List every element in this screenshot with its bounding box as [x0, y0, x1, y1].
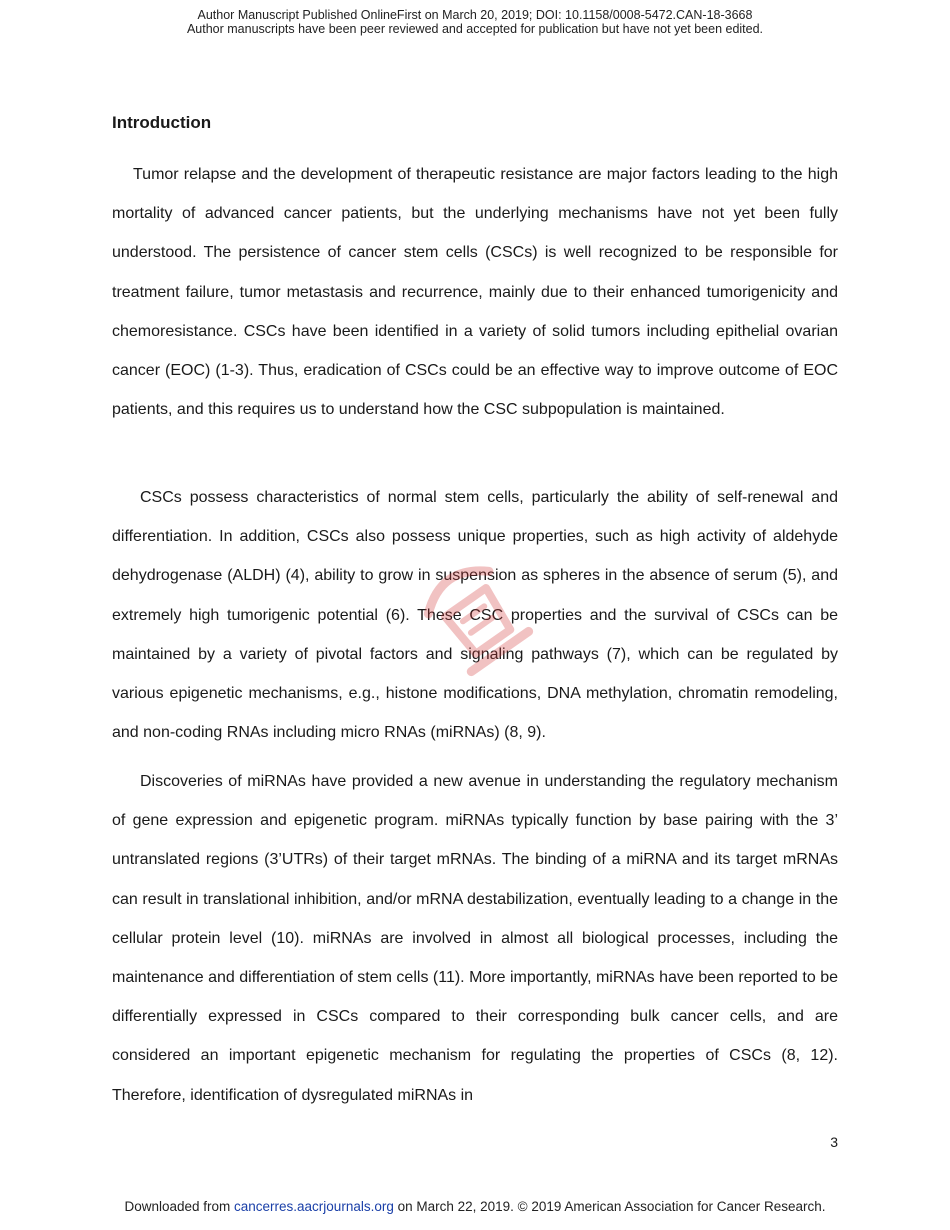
footer	[0, 1199, 950, 1214]
paragraph-1: Tumor relapse and the development of therapeutic resistance are major factors leading to the high mortality of advanced cancer patients, but the underlying mechanisms have not yet been fully understood. The persistence of cancer stem cells (CSCs) is well recognized to be responsible for treatment failure, tumor metastasis and recurrence, mainly due to their enhanced tumorigenicity and chemoresistance. CSCs have been identified in a variety of solid tumors including epithelial ovarian cancer (EOC) (1-3). Thus, eradication of CSCs could be an effective way to improve outcome of EOC patients, and this requires us to understand how the CSC subpopulation is maintained.	[112, 166, 838, 419]
paragraph-2: CSCs possess characteristics of normal stem cells, particularly the ability of self-renewal and differentiation. In addition, CSCs also possess unique properties, such as high activity of aldehyde dehydrogenase (ALDH) (4), ability to grow in suspension as spheres in the absence of serum (5), and extremely high tumorigenic potential (6). These CSC properties and the survival of CSCs can be maintained by a variety of pivotal factors and signaling pathways (7), which can be regulated by various epigenetic mechanisms, e.g., histone modifications, DNA methylation, chromatin remodeling, and non-coding RNAs including micro RNAs (miRNAs) (8, 9).	[112, 489, 838, 742]
footer-suffix: on March 22, 2019. © 2019 American Association for Cancer Research.	[393, 1199, 826, 1214]
page-number: 3	[830, 1134, 838, 1150]
header-line-2: Author manuscripts have been peer reviewed and accepted for publication but have not yet been edited.	[186, 22, 764, 36]
header-line-1: Author Manuscript Published OnlineFirst on March 20, 2019; DOI: 10.1158/0008-5472.CAN-18-3668	[197, 8, 753, 22]
footer-prefix: Downloaded from	[124, 1199, 235, 1214]
paragraph-3: Discoveries of miRNAs have provided a new avenue in understanding the regulatory mechanism of gene expression and epigenetic program. miRNAs typically function by base pairing with the 3’ untranslated regions (3’UTRs) of their target mRNAs. The binding of a miRNA and its target mRNAs can result in translational inhibition, and/or mRNA destabilization, eventually leading to a change in the cellular protein level (10). miRNAs are involved in almost all biological processes, including the maintenance and differentiation of stem cells (11). More importantly, miRNAs have been reported to be differentially expressed in CSCs compared to their corresponding bulk cancer cells, and are considered an important epigenetic mechanism for regulating the properties of CSCs (8, 12). Therefore, identification of dysregulated miRNAs in	[112, 773, 838, 1104]
footer-journal-link[interactable]: cancerres.aacrjournals.org	[234, 1199, 394, 1214]
section-heading: Introduction	[112, 113, 212, 132]
